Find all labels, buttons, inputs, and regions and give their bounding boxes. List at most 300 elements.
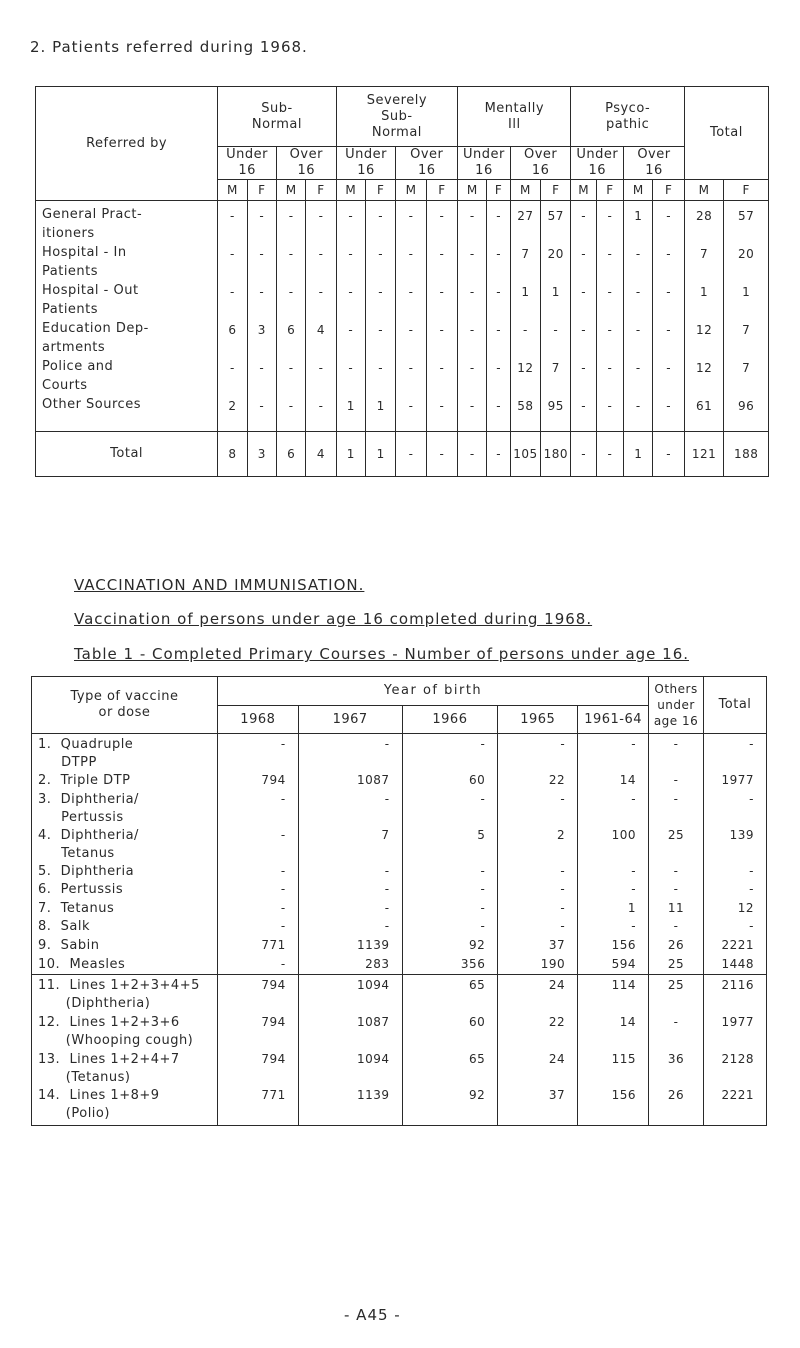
table-cell: 7 [724,319,769,357]
table-cell: - [649,734,704,773]
table-cell: - [396,395,426,432]
f-header: F [426,180,457,201]
table-cell: 4 [306,319,336,357]
table-cell: - [396,357,426,395]
table-cell: 14 [578,1014,649,1051]
total-cell: - [396,432,426,477]
table-cell: 24 [498,975,578,1015]
row-label: General Pract- itioners [36,201,218,244]
row-label: 10. Measles [32,956,218,975]
table-cell: - [498,734,578,773]
others-header: Others under age 16 [649,677,704,734]
f-header: F [366,180,396,201]
table-cell: 2221 [704,937,767,956]
table-cell: - [649,772,704,791]
table-cell: 115 [578,1051,649,1087]
header-row-groups [36,87,769,147]
table-cell: - [298,900,402,918]
table-cell: - [247,395,276,432]
table-cell: 96 [724,395,769,432]
total-cell: 1 [624,432,653,477]
table-cell: - [487,319,510,357]
subgroup-header: Under 16 [336,147,396,180]
total-cell: 6 [276,432,305,477]
table-cell: 771 [217,1087,298,1126]
table-cell: - [458,395,487,432]
table-cell: - [649,1014,704,1051]
table-cell: 12 [684,357,723,395]
m-header: M [684,180,723,201]
f-header: F [487,180,510,201]
table-cell: 6 [218,319,247,357]
group-header: Mentally Ill [458,87,571,147]
table-cell: 1139 [298,1087,402,1126]
table-row [32,791,767,827]
table-cell: - [596,319,623,357]
table-cell: - [276,357,305,395]
table-cell: - [217,918,298,937]
table-cell: 771 [217,937,298,956]
table-cell: 1977 [704,772,767,791]
total-header: Total [704,677,767,734]
table-cell: 794 [217,1014,298,1051]
table-cell: - [487,357,510,395]
row-label: 3. Diphtheria/ Pertussis [32,791,218,827]
table-cell: - [306,281,336,319]
table-cell: - [458,319,487,357]
table-cell: 156 [578,937,649,956]
m-header: M [571,180,596,201]
total-row [36,432,769,477]
table-cell: 12 [684,319,723,357]
row-label: 13. Lines 1+2+4+7 (Tetanus) [32,1051,218,1087]
table-cell: - [704,881,767,900]
page-number [344,1306,401,1324]
table-cell: 156 [578,1087,649,1126]
table-caption-text: Table 1 - Completed Primary Courses - Number of persons under age 16. [74,645,690,663]
table-row [32,975,767,1015]
table-cell: - [510,319,540,357]
row-label: 1. Quadruple DTPP [32,734,218,773]
table-cell: - [217,791,298,827]
table-cell: - [571,357,596,395]
page-number-text: - A45 - [344,1306,401,1324]
table-cell: - [276,201,305,244]
table-cell: 57 [724,201,769,244]
table-cell: - [596,357,623,395]
subgroup-header: Over 16 [276,147,336,180]
m-header: M [218,180,247,201]
table-cell: 1087 [298,1014,402,1051]
table-cell: 190 [498,956,578,975]
subgroup-header: Over 16 [624,147,685,180]
table-cell: 57 [541,201,571,244]
table-cell: - [596,395,623,432]
table-cell: - [402,791,498,827]
table-cell: 1 [541,281,571,319]
table-cell: 58 [510,395,540,432]
row-label: Police and Courts [36,357,218,395]
table-cell: - [578,863,649,881]
table-cell: - [704,734,767,773]
table-row [32,827,767,863]
year-header: 1968 [217,706,298,734]
row-label: 5. Diphtheria [32,863,218,881]
m-header: M [624,180,653,201]
subtitle-text: Vaccination of persons under age 16 completed during 1968. [74,610,593,628]
table-row [32,734,767,773]
table-cell: 25 [649,975,704,1015]
section-title [74,576,364,594]
table-cell: - [276,281,305,319]
table-cell: - [571,243,596,281]
total-cell: 3 [247,432,276,477]
page-heading-text: 2. Patients referred during 1968. [30,38,308,56]
table-cell: - [578,734,649,773]
table-cell: - [624,243,653,281]
table-cell: 356 [402,956,498,975]
table-cell: 1977 [704,1014,767,1051]
table-cell: - [396,281,426,319]
table-cell: 36 [649,1051,704,1087]
table-cell: - [298,918,402,937]
table-cell: - [578,791,649,827]
table-cell: - [298,881,402,900]
table-cell: 37 [498,1087,578,1126]
table-cell: - [704,791,767,827]
table-cell: 594 [578,956,649,975]
table-cell: 65 [402,1051,498,1087]
table-cell: 11 [649,900,704,918]
table-cell: - [217,734,298,773]
table-cell: - [276,243,305,281]
table-cell: - [624,319,653,357]
table-cell: - [218,201,247,244]
page-heading [30,38,308,56]
table-row [32,918,767,937]
referrals-table [35,86,769,477]
subgroup-header: Under 16 [458,147,511,180]
table-cell: - [653,395,684,432]
m-header: M [396,180,426,201]
table-cell: 794 [217,772,298,791]
subgroup-header: Over 16 [396,147,458,180]
total-cell: 1 [366,432,396,477]
table-cell: - [498,900,578,918]
table-cell: - [487,281,510,319]
table-row [32,1051,767,1087]
group-header: Severely Sub- Normal [336,87,457,147]
total-cell: - [426,432,457,477]
table-cell: 20 [724,243,769,281]
row-label: 14. Lines 1+8+9 (Polio) [32,1087,218,1126]
table-cell: 1139 [298,937,402,956]
table-cell: - [217,956,298,975]
table-cell: - [366,319,396,357]
table-cell: - [336,201,365,244]
table-cell: - [426,357,457,395]
table-cell: - [396,201,426,244]
table-cell: 27 [510,201,540,244]
table-cell: 283 [298,956,402,975]
table-cell: 3 [247,319,276,357]
table-cell: 25 [649,956,704,975]
table-cell: 2 [218,395,247,432]
row-label: Education Dep- artments [36,319,218,357]
f-header: F [653,180,684,201]
table-cell: 60 [402,772,498,791]
row-label: 7. Tetanus [32,900,218,918]
table-cell: 794 [217,975,298,1015]
vaccination-table [31,676,767,1126]
table-cell: - [649,918,704,937]
table-cell: 1 [684,281,723,319]
table-cell: 1 [366,395,396,432]
year-header: 1961-64 [578,706,649,734]
table-cell: 7 [541,357,571,395]
table-cell: 12 [704,900,767,918]
row-label: 8. Salk [32,918,218,937]
f-header: F [541,180,571,201]
table-cell: - [487,201,510,244]
table-row [36,395,769,432]
table-cell: - [336,357,365,395]
table-cell: - [653,281,684,319]
table-cell: 37 [498,937,578,956]
table-row [32,772,767,791]
total-cell: - [571,432,596,477]
table-cell: - [217,863,298,881]
table-cell: - [578,881,649,900]
table-cell: 1 [724,281,769,319]
table-cell: - [217,881,298,900]
table-cell: - [336,281,365,319]
row-label: 12. Lines 1+2+3+6 (Whooping cough) [32,1014,218,1051]
f-header: F [247,180,276,201]
table-cell: 61 [684,395,723,432]
total-cell: 1 [336,432,365,477]
table-row [32,956,767,975]
table-cell: - [247,357,276,395]
table-cell: - [247,201,276,244]
total-cell: 105 [510,432,540,477]
table-cell: - [653,357,684,395]
table-cell: 65 [402,975,498,1015]
table-cell: 1 [578,900,649,918]
table-caption [74,645,689,663]
table-cell: - [653,319,684,357]
table-cell: - [298,863,402,881]
table-cell: 12 [510,357,540,395]
table-cell: - [366,243,396,281]
table-cell: - [298,791,402,827]
table-cell: - [247,281,276,319]
table-cell: - [487,395,510,432]
group-header: Sub- Normal [218,87,336,147]
table-cell: - [217,900,298,918]
table-cell: - [217,827,298,863]
table-cell: - [306,357,336,395]
table-cell: 794 [217,1051,298,1087]
table-cell: - [402,881,498,900]
table-cell: - [649,881,704,900]
year-of-birth-header: Year of birth [217,677,648,706]
table-cell: - [624,357,653,395]
total-cell: 4 [306,432,336,477]
table-cell: 7 [510,243,540,281]
table-cell: - [276,395,305,432]
table-cell: - [218,243,247,281]
table-cell: - [458,281,487,319]
table-cell: 1094 [298,975,402,1015]
m-header: M [510,180,540,201]
table-cell: 1 [336,395,365,432]
table-cell: - [624,281,653,319]
table-cell: - [306,201,336,244]
table-row [32,1014,767,1051]
total-cell: - [653,432,684,477]
table-cell: - [366,281,396,319]
table-cell: - [649,791,704,827]
subgroup-header: Under 16 [218,147,277,180]
table-cell: - [426,319,457,357]
table-cell: 22 [498,772,578,791]
table-cell: - [336,243,365,281]
table-cell: 7 [298,827,402,863]
table-cell: - [571,201,596,244]
table-cell: 26 [649,1087,704,1126]
total-cell: 121 [684,432,723,477]
table-cell: - [653,243,684,281]
year-header: 1967 [298,706,402,734]
table-row [36,201,769,244]
table-cell: - [498,791,578,827]
table-cell: 7 [724,357,769,395]
group-header: Total [684,87,768,180]
table-cell: - [247,243,276,281]
table-cell: - [336,319,365,357]
table-cell: 20 [541,243,571,281]
table-row [32,863,767,881]
table-row [32,1087,767,1126]
table-cell: - [498,863,578,881]
m-header: M [336,180,365,201]
table-cell: 1448 [704,956,767,975]
table-cell: - [596,243,623,281]
table-cell: - [366,201,396,244]
table-cell: 26 [649,937,704,956]
header-row-top [32,677,767,706]
table-cell: 25 [649,827,704,863]
f-header: F [306,180,336,201]
table-cell: 92 [402,937,498,956]
m-header: M [276,180,305,201]
table-cell: 5 [402,827,498,863]
table-cell: - [571,395,596,432]
table-cell: 14 [578,772,649,791]
referred-by-header: Referred by [36,87,218,201]
group-header: Psyco- pathic [571,87,684,147]
table-cell: - [458,243,487,281]
table-cell: - [218,281,247,319]
year-header: 1966 [402,706,498,734]
table-cell: - [704,918,767,937]
year-header: 1965 [498,706,578,734]
table-cell: - [487,243,510,281]
table-cell: - [541,319,571,357]
table-cell: 1087 [298,772,402,791]
table-cell: - [402,900,498,918]
table-cell: - [571,319,596,357]
row-label: 4. Diphtheria/ Tetanus [32,827,218,863]
table-cell: 7 [684,243,723,281]
row-label: 11. Lines 1+2+3+4+5 (Diphtheria) [32,975,218,1015]
section-title-text: VACCINATION AND IMMUNISATION. [74,576,365,594]
total-cell: - [458,432,487,477]
total-cell: 188 [724,432,769,477]
table-cell: - [402,918,498,937]
table-cell: - [649,863,704,881]
table-cell: - [624,395,653,432]
table-cell: - [596,281,623,319]
table-cell: 2 [498,827,578,863]
table-cell: - [402,863,498,881]
table-cell: - [396,243,426,281]
subtitle [74,610,592,628]
table-row [32,881,767,900]
row-label: Other Sources [36,395,218,432]
row-label: 2. Triple DTP [32,772,218,791]
table-cell: - [218,357,247,395]
table-cell: 60 [402,1014,498,1051]
table-cell: 2116 [704,975,767,1015]
table-cell: 1094 [298,1051,402,1087]
total-cell: 8 [218,432,247,477]
table-cell: 1 [510,281,540,319]
f-header: F [724,180,769,201]
table-row [32,900,767,918]
table-cell: 24 [498,1051,578,1087]
table-cell: - [426,395,457,432]
table-cell: - [571,281,596,319]
total-cell: - [596,432,623,477]
table-cell: 139 [704,827,767,863]
table-cell: - [498,881,578,900]
table-cell: - [458,201,487,244]
table-cell: - [596,201,623,244]
table-row [36,357,769,395]
table-cell: 2128 [704,1051,767,1087]
table-cell: - [704,863,767,881]
row-label: Hospital - In Patients [36,243,218,281]
total-label: Total [36,432,218,477]
table-cell: 114 [578,975,649,1015]
table-row [36,281,769,319]
table-cell: - [426,201,457,244]
table-cell: - [402,734,498,773]
total-cell: 180 [541,432,571,477]
table-cell: - [298,734,402,773]
table-cell: - [653,201,684,244]
table-cell: 92 [402,1087,498,1126]
table-cell: 1 [624,201,653,244]
table-cell: 100 [578,827,649,863]
row-label: 9. Sabin [32,937,218,956]
row-label: Hospital - Out Patients [36,281,218,319]
row-label: 6. Pertussis [32,881,218,900]
table-cell: - [498,918,578,937]
table-cell: - [458,357,487,395]
